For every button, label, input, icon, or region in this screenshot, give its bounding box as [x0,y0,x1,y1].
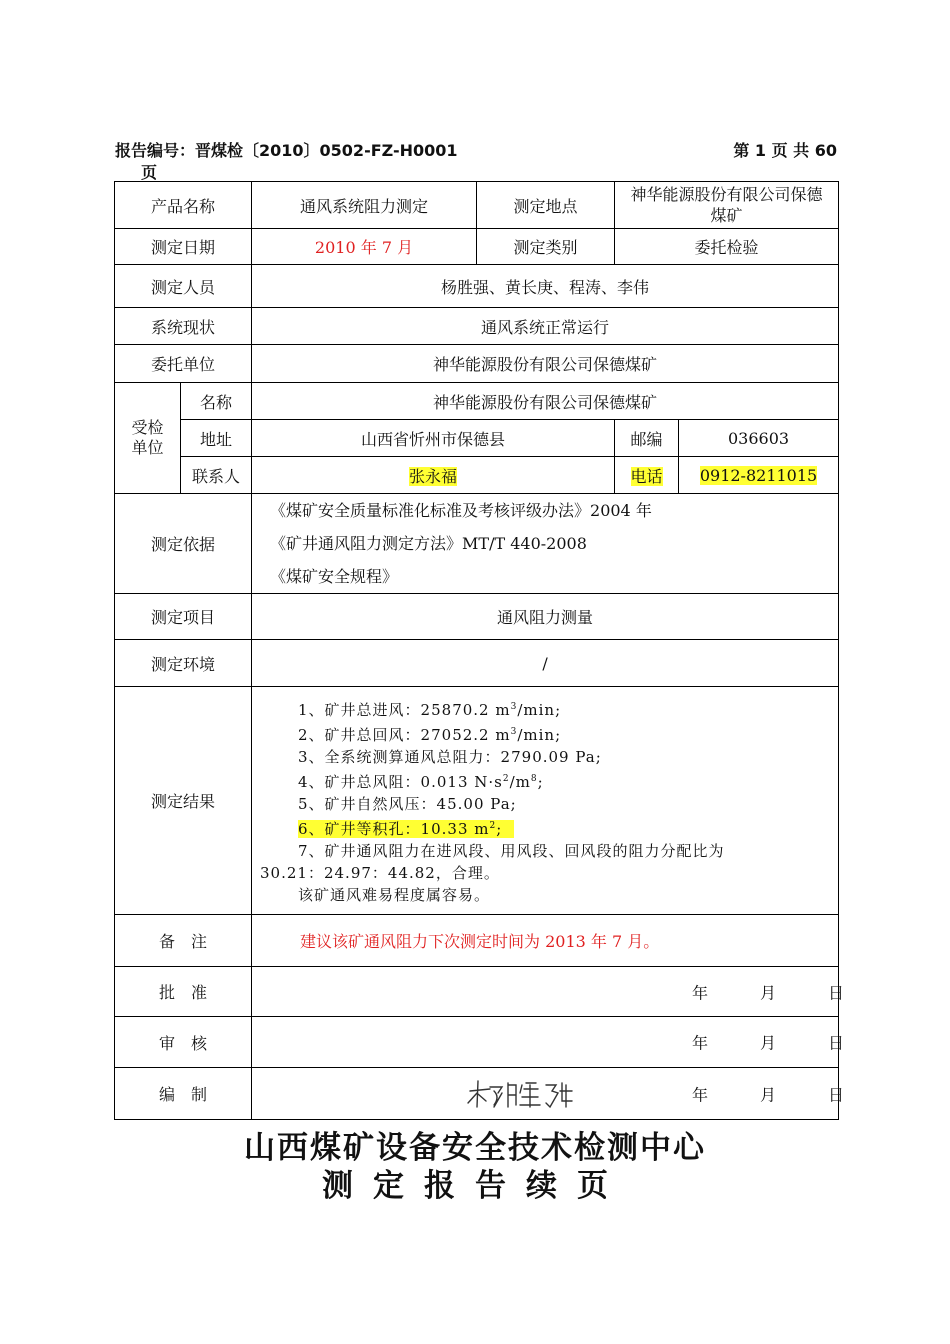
review-date: 年 月 日 [252,1017,839,1068]
client-label: 委托单位 [115,345,252,383]
compile-date: 年 月 日 [252,1068,839,1120]
name-value: 神华能源股份有限公司保德煤矿 [252,383,839,420]
date-value: 2010 年 7 月 [252,229,477,265]
staff-label: 测定人员 [115,265,252,308]
result-line: 该矿通风难易程度属容易。 [298,885,491,904]
environment-value: / [252,640,839,687]
handwritten-signature [464,1077,576,1111]
category-label: 测定类别 [477,229,615,265]
result-line: 5、矿井自然风压：45.00 Pa; [298,794,517,813]
report-number: 报告编号：晋煤检〔2010〕0502-FZ-H0001 [115,141,458,160]
page-info-wrap: 页 [141,163,158,182]
basis-list [252,494,839,594]
site-value: 神华能源股份有限公司保德煤矿 [615,182,839,229]
page-info: 第 1 页 共 60 [733,141,837,160]
result-list [252,687,839,915]
result-line: 2、矿井总回风：27052.2 $m^3/\min$; [298,725,562,744]
report-header [115,138,837,182]
category-value: 委托检验 [615,229,839,265]
result-line: 4、矿井总风阻：0.013 $N\cdot s^2/m^8$; [298,772,544,791]
report-table [114,181,845,1120]
contact-value: 张永福 [409,466,458,486]
status-label: 系统现状 [115,308,252,345]
address-value: 山西省忻州市保德县 [252,420,615,457]
contact-label: 联系人 [181,457,252,494]
environment-label: 测定环境 [115,640,252,687]
basis-label: 测定依据 [115,494,252,594]
result-line: 3、全系统测算通风总阻力：2790.09 Pa; [298,747,602,766]
approve-date: 年 月 日 [252,967,839,1017]
result-line: 30.21：24.97：44.82，合理。 [260,863,500,882]
product-name-label: 产品名称 [115,182,252,229]
name-label: 名称 [181,383,252,420]
product-name-value: 通风系统阻力测定 [252,182,477,229]
result-line: 7、矿井通风阻力在进风段、用风段、回风段的阻力分配比为 [298,841,725,860]
remark-value: 建议该矿通风阻力下次测定时间为 2013 年 7 月。 [252,915,839,967]
client-value: 神华能源股份有限公司保德煤矿 [252,345,839,383]
phone-label: 电话 [630,466,663,486]
basis-item: 《矿井通风阻力测定方法》MT/T 440-2008 [270,534,587,553]
staff-value: 杨胜强、黄长庚、程涛、李伟 [252,265,839,308]
phone-value: 0912-8211015 [699,465,818,485]
result-line: 1、矿井总进风：25870.2 $m^3/\min$; [298,700,562,719]
postcode-value: 036603 [679,420,839,457]
approve-label: 批 准 [115,967,252,1017]
item-value: 通风阻力测量 [252,594,839,640]
basis-item: 《煤矿安全质量标准化标准及考核评级办法》2004 年 [270,501,652,520]
address-label: 地址 [181,420,252,457]
postcode-label: 邮编 [615,420,679,457]
organization-name: 山西煤矿设备安全技术检测中心 [244,1130,706,1166]
inspected-unit-label: 受检单位 [115,383,181,494]
compile-label: 编 制 [115,1068,252,1120]
item-label: 测定项目 [115,594,252,640]
site-label: 测定地点 [477,182,615,229]
result-label: 测定结果 [115,687,252,915]
status-value: 通风系统正常运行 [252,308,839,345]
review-label: 审 核 [115,1017,252,1068]
continuation-title: 测定报告续页 [322,1168,628,1204]
basis-item: 《煤矿安全规程》 [270,567,399,586]
date-label: 测定日期 [115,229,252,265]
result-line-highlighted: 6、矿井等积孔：10.33 $m^2$; [252,815,838,840]
remark-label: 备 注 [115,915,252,967]
